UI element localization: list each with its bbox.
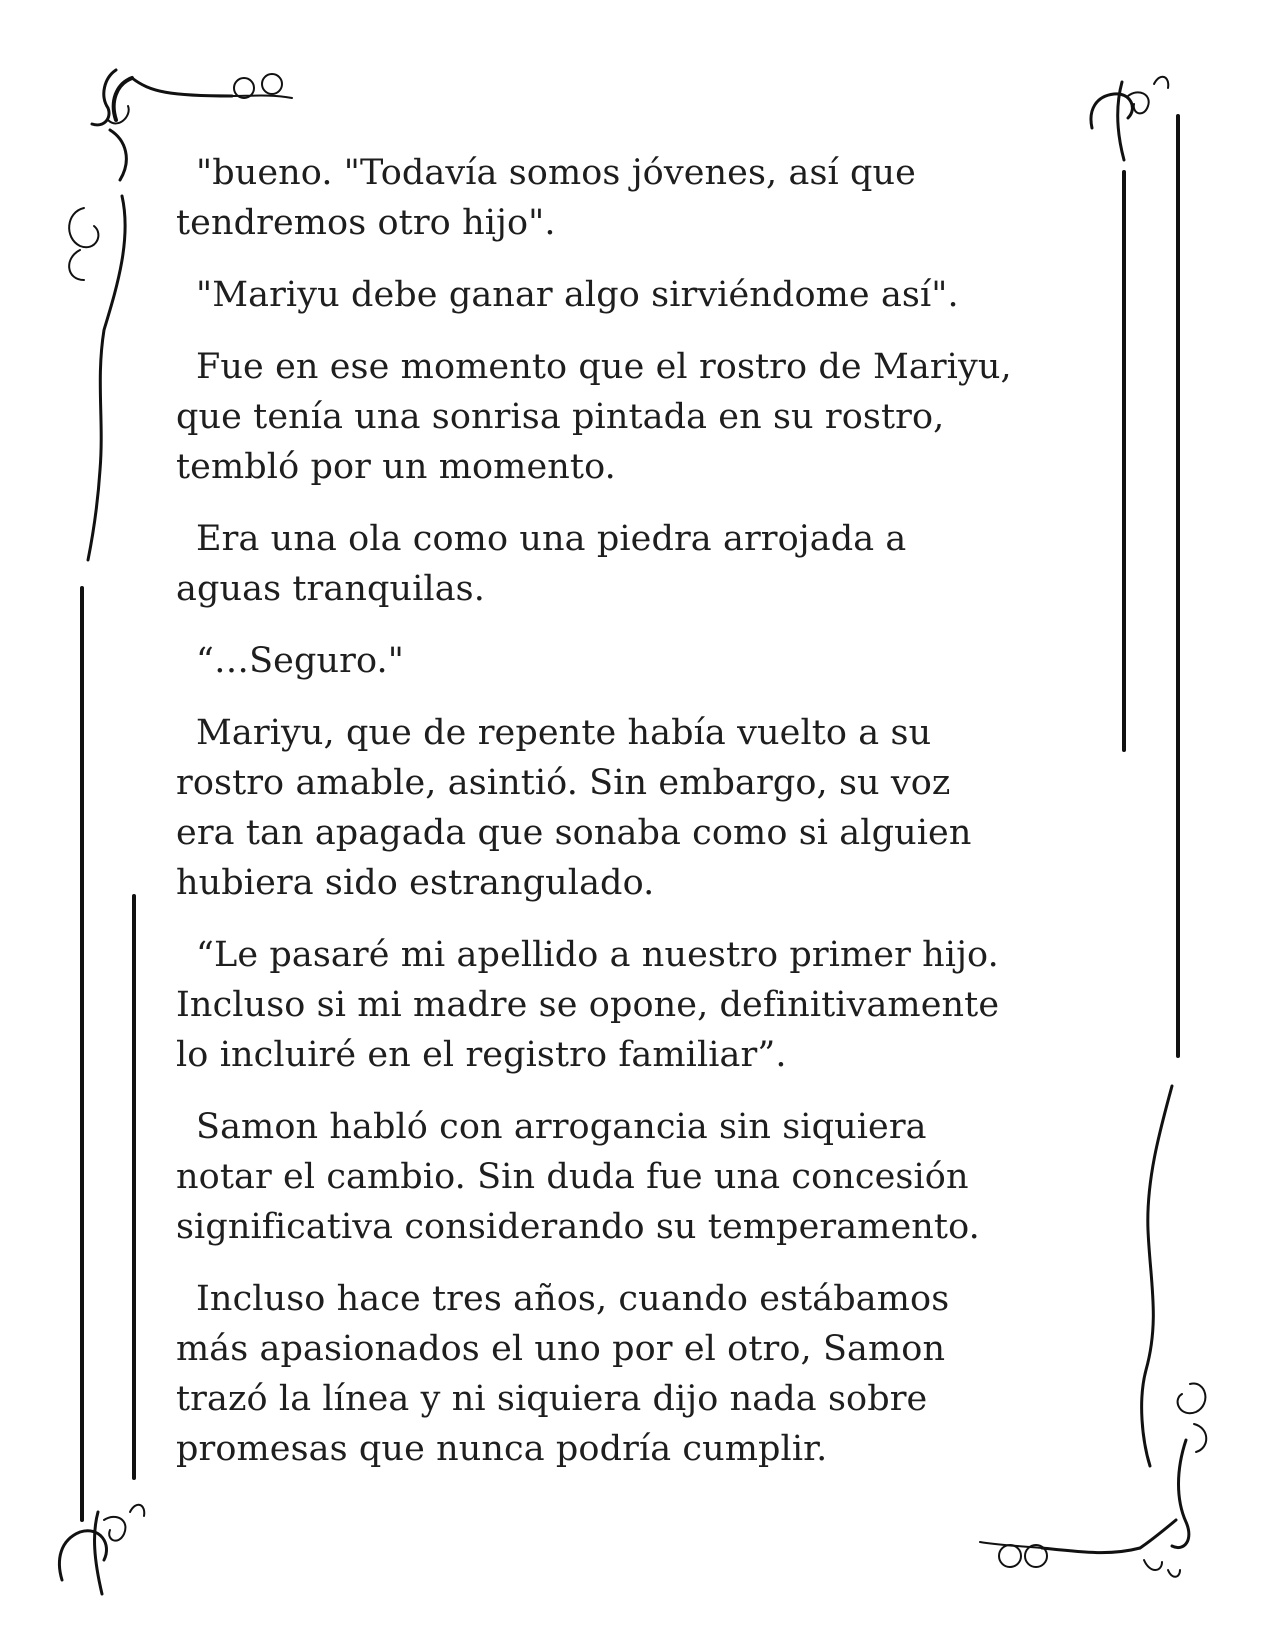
text-line: Incluso si mi madre se opone, definitivamente <box>176 985 1000 1025</box>
paragraph-4 <box>176 514 1076 614</box>
paragraph-6 <box>176 708 1076 908</box>
text-line: que tenía una sonrisa pintada en su rostro, <box>176 397 945 437</box>
text-line: “…Seguro." <box>196 641 404 681</box>
text-line: tembló por un momento. <box>176 447 616 487</box>
text-line: era tan apagada que sonaba como si alguien <box>176 813 972 853</box>
text-line: hubiera sido estrangulado. <box>176 863 655 903</box>
text-line: trazó la línea y ni siquiera dijo nada sobre <box>176 1379 928 1419</box>
paragraph-9 <box>176 1274 1076 1474</box>
text-line: más apasionados el uno por el otro, Samon <box>176 1329 946 1369</box>
text-line: rostro amable, asintió. Sin embargo, su voz <box>176 763 951 803</box>
paragraph-8 <box>176 1102 1076 1252</box>
page-text <box>176 148 1076 1496</box>
paragraph-1 <box>176 148 1076 248</box>
text-line: lo incluiré en el registro familiar”. <box>176 1035 787 1075</box>
flourish-bottom-left-icon <box>59 1505 144 1594</box>
text-line: Incluso hace tres años, cuando estábamos <box>196 1279 950 1319</box>
paragraph-5 <box>176 636 1076 686</box>
text-line: aguas tranquilas. <box>176 569 485 609</box>
text-line: Fue en ese momento que el rostro de Mariyu, <box>196 347 1012 387</box>
text-line: Era una ola como una piedra arrojada a <box>196 519 907 559</box>
text-line: Mariyu, que de repente había vuelto a su <box>196 713 932 753</box>
text-line: tendremos otro hijo". <box>176 203 556 243</box>
text-line: "Mariyu debe ganar algo sirviéndome así". <box>196 275 959 315</box>
text-line: notar el cambio. Sin duda fue una concesión <box>176 1157 969 1197</box>
text-line: Samon habló con arrogancia sin siquiera <box>196 1107 927 1147</box>
paragraph-3 <box>176 342 1076 492</box>
paragraph-7 <box>176 930 1076 1080</box>
paragraph-2 <box>176 270 1076 320</box>
flourish-top-right-icon <box>1091 77 1168 160</box>
text-line: significativa considerando su temperamento. <box>176 1207 980 1247</box>
text-line: “Le pasaré mi apellido a nuestro primer hijo. <box>196 935 999 975</box>
text-line: promesas que nunca podría cumplir. <box>176 1429 828 1469</box>
text-line: "bueno. "Todavía somos jóvenes, así que <box>196 153 916 193</box>
